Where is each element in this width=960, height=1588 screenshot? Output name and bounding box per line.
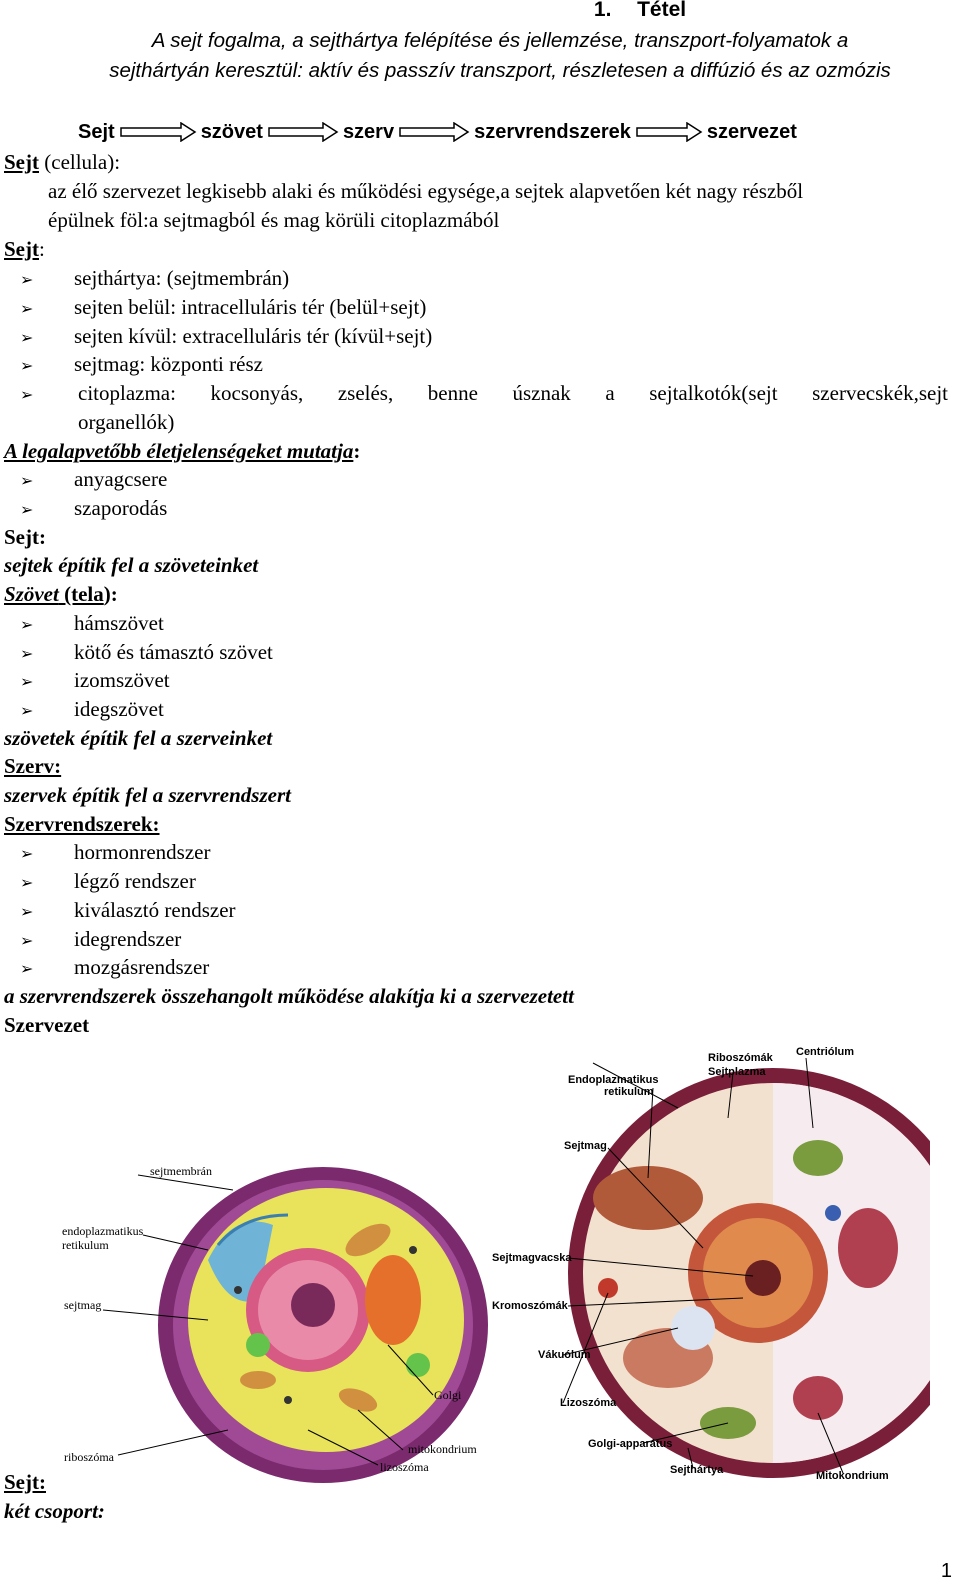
list-item [0, 465, 167, 495]
list-item-text: sejten belül: intracelluláris tér (belül+sejt) [74, 295, 427, 319]
animal-cell-diagram [58, 1150, 488, 1490]
eletjelensegek-label: A legalapvetőbb életjelenségeket mutatja [4, 439, 354, 463]
list-item [0, 953, 209, 983]
bullet-arrow-icon: ➢ [20, 500, 34, 519]
eletjelensegek-heading [4, 437, 360, 466]
bullet-arrow-icon: ➢ [20, 328, 34, 347]
list-item-text: kiválasztó rendszer [74, 898, 236, 922]
hierarchy-flow [78, 118, 797, 146]
flow-item-szervezet: szervezet [706, 120, 797, 143]
szovet-closing: szövetek építik fel a szerveinket [4, 726, 273, 750]
flow-item-szovet: szövet [200, 120, 263, 143]
sejt-label: Sejt [4, 150, 39, 174]
bullet-arrow-icon: ➢ [20, 873, 34, 892]
bullet-arrow-icon: ➢ [20, 356, 34, 375]
szovet-label-tela: (tela [58, 582, 104, 606]
label-sejthartya: Sejthártya [670, 1464, 724, 1476]
bullet-arrow-icon: ➢ [20, 902, 34, 921]
label-endo-line-2: retikulum [604, 1086, 654, 1098]
arrow-icon [267, 122, 339, 142]
bullet-arrow-icon: ➢ [20, 471, 34, 490]
list-item-text: légző rendszer [74, 869, 196, 893]
list-item [0, 867, 196, 897]
heading-title: Tétel [637, 0, 687, 21]
szervezet-label: Szervezet [4, 1013, 90, 1037]
szovet-label: Szövet [4, 582, 59, 606]
label-sejtplazma: Sejtplazma [708, 1066, 766, 1078]
list-item [0, 264, 289, 294]
label-golgi-apparatus: Golgi-apparátus [588, 1438, 673, 1450]
label-centriolum: Centriólum [796, 1046, 855, 1058]
label-riboszoma: riboszóma [64, 1450, 114, 1464]
citoplazma-line-2: organellók) [78, 410, 175, 434]
list-item-text: sejthártya: (sejtmembrán) [74, 266, 290, 290]
label-sejtmagvacska: Sejtmagvacska [492, 1252, 572, 1264]
bullet-arrow-icon: ➢ [20, 672, 34, 691]
list-item-text: izomszövet [74, 668, 170, 692]
szervrendszerek-label: Szervrendszerek: [4, 812, 160, 836]
list-item-text: sejten kívül: extracelluláris tér (kívül+sejt) [74, 324, 433, 348]
label-kromoszomak: Kromoszómák [492, 1300, 568, 1312]
label-er-line-2: retikulum [62, 1238, 109, 1252]
list-item-text: idegszövet [74, 697, 164, 721]
arrow-icon [398, 122, 470, 142]
szervrendszerek-closing: a szervrendszerek összehangolt működése alakítja ki a szervezetett [4, 984, 574, 1008]
footer-sejt-label: Sejt: [4, 1470, 46, 1494]
list-item-text: sejtmag: központi rész [74, 352, 263, 376]
arrow-icon [119, 122, 197, 142]
bullet-arrow-icon: ➢ [20, 959, 34, 978]
szerv-text: szervek építik fel a szervrendszert [4, 783, 291, 807]
bullet-arrow-icon: ➢ [20, 385, 34, 404]
bullet-arrow-icon: ➢ [20, 844, 34, 863]
list-item [0, 695, 164, 725]
cell-cross-section-diagram [488, 1038, 930, 1488]
document-heading [0, 0, 960, 22]
list-item [0, 838, 210, 868]
list-item-text: hámszövet [74, 611, 164, 635]
label-sejtmag: Sejtmag [564, 1140, 607, 1152]
list-item [0, 379, 74, 409]
eletjelensegek-colon: : [353, 439, 361, 463]
sejt-parts-label: Sejt [4, 237, 39, 261]
bullet-arrow-icon: ➢ [20, 615, 34, 634]
sejt-parts-heading [4, 235, 45, 264]
heading-number: 1. [593, 0, 612, 21]
label-vakuolum: Vákuólum [538, 1349, 591, 1361]
szerv-label: Szerv: [4, 754, 62, 778]
szovet-label-close: ): [103, 582, 118, 606]
flow-item-szerv: szerv [342, 120, 395, 143]
flow-item-sejt: Sejt [78, 120, 115, 143]
label-lizoszoma: Lizoszóma [560, 1397, 617, 1409]
label-golgi: Golgi [434, 1388, 462, 1402]
sejt-label-rest: (cellula): [39, 150, 121, 174]
subtitle-line-2: sejthártyán keresztül: aktív és passzív transzport, részletesen a diffúzió és az ozmózis [109, 59, 891, 82]
label-sejtmembran: sejtmembrán [150, 1164, 212, 1178]
list-item [0, 609, 164, 639]
sejt2-label: Sejt: [4, 525, 46, 549]
list-item [0, 350, 263, 380]
label-mitokondrium: Mitokondrium [816, 1470, 889, 1482]
list-item-text: szaporodás [74, 496, 168, 520]
label-riboszomak: Riboszómák [708, 1052, 773, 1064]
bullet-arrow-icon: ➢ [20, 701, 34, 720]
flow-item-szervrendszerek: szervrendszerek [474, 120, 631, 143]
footer-ket-csoport: két csoport: [4, 1499, 105, 1523]
subtitle-line-1: A sejt fogalma, a sejthártya felépítése és jellemzése, transzport-folyamatok a [151, 29, 849, 52]
bullet-arrow-icon: ➢ [20, 270, 34, 289]
label-mitokondrium: mitokondrium [408, 1442, 477, 1456]
list-item-text: kötő és támasztó szövet [74, 640, 273, 664]
sejt2-text: sejtek építik fel a szöveteinket [4, 553, 259, 577]
sejt-definition-heading [4, 148, 120, 177]
szovet-heading [4, 580, 118, 609]
list-item [0, 896, 236, 926]
label-endo-line-1: Endoplazmatikus [568, 1074, 659, 1086]
sejt-parts-colon: : [39, 237, 45, 261]
label-lizoszoma: lizoszóma [380, 1460, 429, 1474]
list-item-text: hormonrendszer [74, 840, 211, 864]
bullet-arrow-icon: ➢ [20, 644, 34, 663]
citoplazma-line-1: citoplazma: kocsonyás, zselés, benne úsznak a sejtalkotók(sejt szervecskék,sejt [78, 381, 948, 405]
page-number: 1 [940, 1560, 952, 1582]
label-er-line-1: endoplazmatikus [62, 1224, 144, 1238]
list-item [0, 638, 273, 668]
sejt-definition-line-1: az élő szervezet legkisebb alaki és működési egysége,a sejtek alapvetően két nagy részből [48, 179, 804, 203]
bullet-arrow-icon: ➢ [20, 931, 34, 950]
list-item-text: mozgásrendszer [74, 955, 210, 979]
list-item [0, 666, 170, 696]
list-item-text: idegrendszer [74, 927, 182, 951]
arrow-icon [635, 122, 703, 142]
label-sejtmag: sejtmag [64, 1298, 102, 1312]
list-item-text: anyagcsere [74, 467, 168, 491]
list-item [0, 494, 167, 524]
list-item [0, 925, 181, 955]
bullet-arrow-icon: ➢ [20, 299, 34, 318]
sejt-definition-line-2: épülnek föl:a sejtmagból és mag körüli citoplazmából [48, 208, 500, 232]
list-item [0, 322, 432, 352]
animal-cell-illustration [58, 1150, 488, 1490]
list-item [0, 293, 426, 323]
